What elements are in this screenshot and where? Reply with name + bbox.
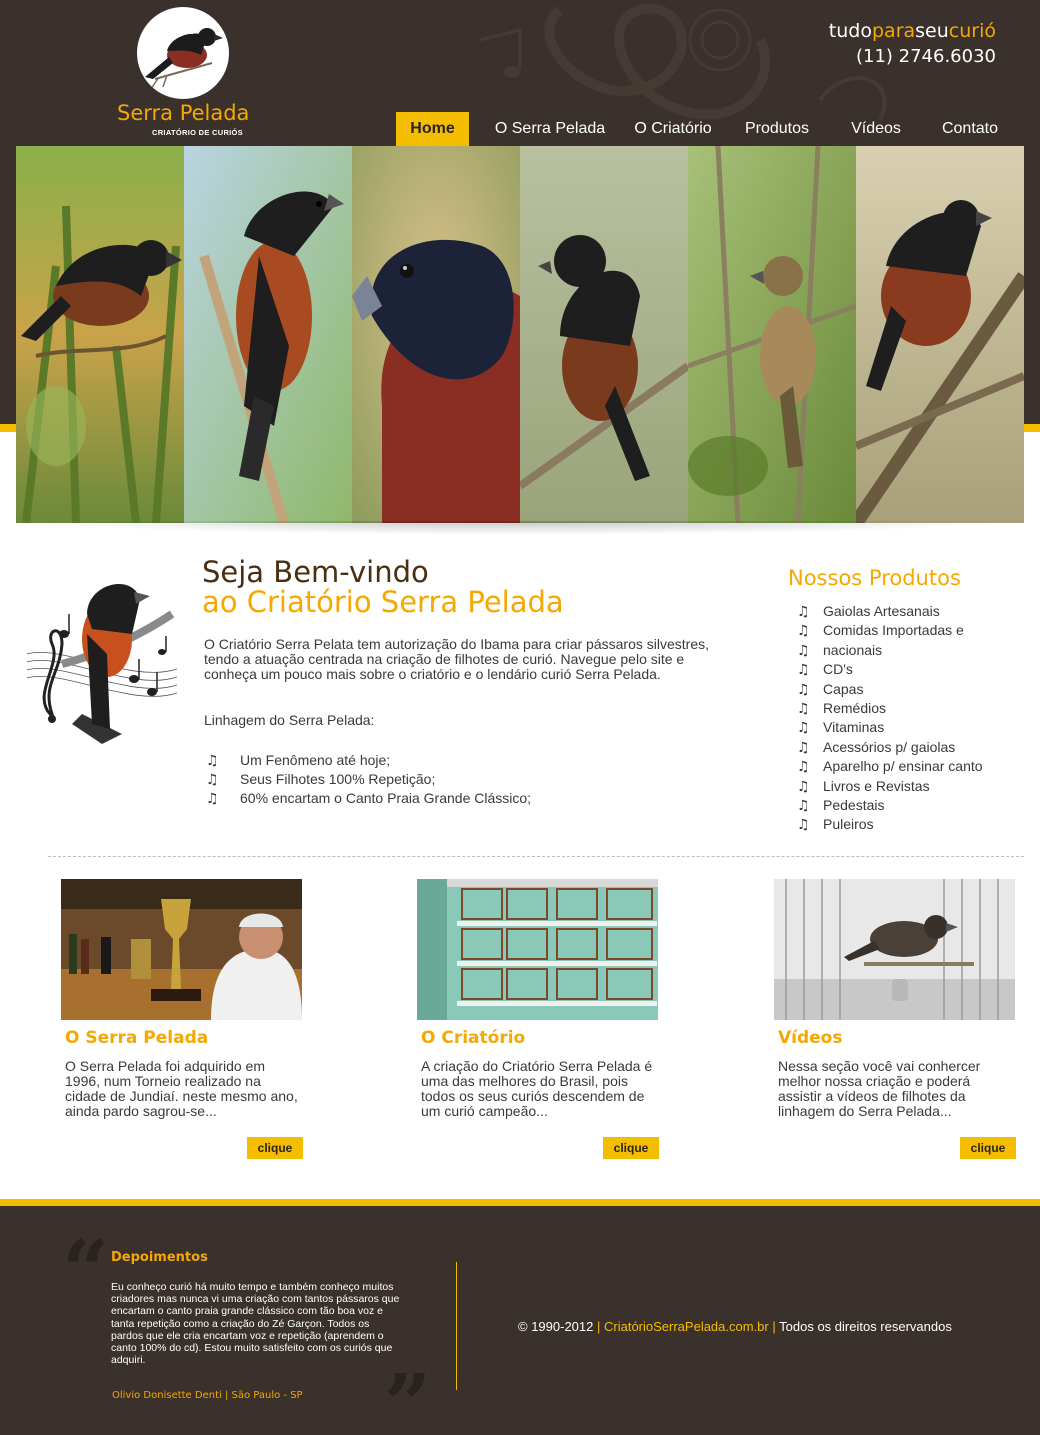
linhagem-list xyxy=(206,752,531,809)
music-note-icon: ♫ xyxy=(206,791,219,807)
site-link[interactable]: CriatórioSerraPelada.com.br xyxy=(604,1319,769,1334)
product-item[interactable] xyxy=(797,642,983,661)
welcome-title-line2: ao Criatório Serra Pelada xyxy=(202,585,564,619)
nav-home[interactable]: Home xyxy=(396,112,469,146)
singing-bird-illustration xyxy=(22,574,182,746)
nav-o-criatorio[interactable]: O Criatório xyxy=(634,120,712,137)
music-note-icon: ♫ xyxy=(797,797,810,814)
column-criatorio xyxy=(417,879,677,1169)
product-item-label: Pedestais xyxy=(823,796,885,813)
product-item-label: Vitaminas xyxy=(823,719,885,736)
music-note-icon: ♫ xyxy=(797,817,810,834)
products-list xyxy=(797,603,983,836)
nav-contato[interactable]: Contato xyxy=(941,120,999,137)
welcome-description: O Criatório Serra Pelata tem autorização do Ibama para criar pássaros silvestres, tendo a atuação centrada na criação de filhotes de curió. Navegue pelo site e conheça um pouco mais sobre o criatório e o lendário curió Serra Pelada. xyxy=(204,636,709,682)
column-serra-pelada xyxy=(61,879,321,1169)
product-item[interactable] xyxy=(797,700,983,719)
product-item-label: Gaiolas Artesanais xyxy=(823,603,940,619)
product-item-label: Capas xyxy=(823,680,864,697)
music-note-icon: ♫ xyxy=(206,772,219,788)
products-title: Nossos Produtos xyxy=(788,566,961,590)
banner-bird-photo-2 xyxy=(184,146,352,523)
footer-yellow-band xyxy=(0,1199,1040,1206)
column-title[interactable]: O Criatório xyxy=(421,1028,526,1048)
clique-button[interactable]: clique xyxy=(960,1137,1016,1159)
copyright-text: Todos os direitos reservandos xyxy=(779,1319,952,1334)
music-note-icon: ♫ xyxy=(797,700,810,717)
hero-banner xyxy=(16,146,1024,523)
music-note-icon: ♫ xyxy=(797,642,810,659)
banner-bird-photo-4 xyxy=(520,146,688,523)
product-item-label: nacionais xyxy=(823,641,883,658)
nav-o-serra-pelada[interactable]: O Serra Pelada xyxy=(494,120,606,137)
separator: | xyxy=(596,1319,601,1334)
testimonial-text: Eu conheço curió há muito tempo e também conheço muitos criadores mas nunca vi uma criação com tantos pássaros que encartam o canto praia grande clássico com tão boa voz e tanta repetição como a criação do Zé Garçon. Todos os pardos que ele cria encartam voz e repetição (aprendem o canto 100% do cd). Estou muito satisfeito com os curiós que adquiri. xyxy=(111,1281,400,1367)
music-note-icon: ♫ xyxy=(797,778,810,795)
product-item[interactable] xyxy=(797,603,983,622)
copyright-years: © 1990-2012 xyxy=(518,1319,594,1334)
tagline-part1: tudo xyxy=(828,20,872,42)
column-title[interactable]: Vídeos xyxy=(778,1028,843,1048)
music-note-icon: ♫ xyxy=(797,759,810,776)
logo-name: Serra Pelada xyxy=(117,101,250,125)
music-note-icon: ♫ xyxy=(797,720,810,737)
site-footer xyxy=(0,1206,1040,1435)
logo-subtitle: CRIATÓRIO DE CURIÓS xyxy=(152,128,243,137)
product-item[interactable] xyxy=(797,719,983,738)
column-title[interactable]: O Serra Pelada xyxy=(65,1028,209,1048)
banner-bird-photo-1 xyxy=(16,146,184,523)
product-item[interactable] xyxy=(797,661,983,680)
nav-produtos[interactable]: Produtos xyxy=(744,120,810,137)
testimonial-author: Olivio Donisette Denti | São Paulo - SP xyxy=(112,1390,303,1401)
quote-open-icon: “ xyxy=(62,1223,110,1319)
column-text: O Serra Pelada foi adquirido em 1996, num Torneio realizado na cidade de Jundiaí. neste mesmo ano, ainda pardo sagrou-se... xyxy=(65,1058,298,1119)
clique-button[interactable]: clique xyxy=(603,1137,659,1159)
list-item-text: Um Fenômeno até hoje; xyxy=(240,752,391,768)
main-nav xyxy=(396,112,1016,146)
column-text: A criação do Criatório Serra Pelada é uma das melhores do Brasil, pois todos os seus curiós descendem de um curió campeão... xyxy=(421,1058,653,1119)
banner-bird-photo-3 xyxy=(352,146,520,523)
banner-bird-photo-6 xyxy=(856,146,1024,523)
testimonials-title: Depoimentos xyxy=(111,1250,208,1265)
product-item-label: Aparelho p/ ensinar canto xyxy=(823,758,983,775)
product-item-label: Comidas Importadas e xyxy=(823,622,964,639)
product-item-label: Remédios xyxy=(823,699,887,716)
quote-close-icon: ” xyxy=(384,1357,432,1435)
product-item[interactable] xyxy=(797,739,983,758)
product-item[interactable] xyxy=(797,816,983,835)
music-note-icon: ♫ xyxy=(797,623,810,640)
tagline xyxy=(829,20,996,42)
separator: | xyxy=(772,1319,776,1334)
logo-bird-icon[interactable] xyxy=(137,7,229,99)
tagline-part2: para xyxy=(871,20,916,42)
product-item-label: CD's xyxy=(823,661,853,678)
music-note-icon: ♫ xyxy=(797,681,810,698)
music-note-icon: ♫ xyxy=(797,739,810,756)
product-item[interactable] xyxy=(797,797,983,816)
column-text: Nessa seção você vai conhercer melhor nossa criação e poderá assistir a vídeos de filhotes da linhagem do Serra Pelada... xyxy=(778,1058,981,1119)
bird-cage-photo[interactable] xyxy=(774,879,1015,1020)
product-item[interactable] xyxy=(797,681,983,700)
tagline-part3: seu xyxy=(915,20,949,42)
product-item[interactable] xyxy=(797,758,983,777)
trophy-photo[interactable] xyxy=(61,879,302,1020)
banner-bird-photo-5 xyxy=(688,146,856,523)
tagline-part4: curió xyxy=(948,20,996,42)
music-note-icon: ♫ xyxy=(797,662,810,679)
cages-photo[interactable] xyxy=(417,879,658,1020)
list-item-text: 60% encartam o Canto Praia Grande Clássico; xyxy=(240,790,532,806)
list-item xyxy=(206,752,531,771)
footer-divider xyxy=(456,1262,457,1390)
column-videos xyxy=(774,879,1034,1169)
list-item-text: Seus Filhotes 100% Repetição; xyxy=(240,771,436,787)
clique-button[interactable]: clique xyxy=(247,1137,303,1159)
phone-number: (11) 2746.6030 xyxy=(855,46,996,67)
product-item[interactable] xyxy=(797,778,983,797)
product-item-label: Livros e Revistas xyxy=(823,777,930,794)
product-item[interactable] xyxy=(797,622,983,641)
banner-shadow xyxy=(30,521,1010,535)
music-note-icon: ♫ xyxy=(206,753,219,769)
product-item-label: Puleiros xyxy=(823,816,874,833)
music-note-icon: ♫ xyxy=(797,604,810,620)
linhagem-label: Linhagem do Serra Pelada: xyxy=(204,712,375,728)
product-item-label: Acessórios p/ gaiolas xyxy=(823,738,956,755)
copyright xyxy=(518,1319,952,1334)
section-divider xyxy=(48,856,1024,857)
nav-videos[interactable]: Vídeos xyxy=(851,120,901,137)
welcome-title-line1: Seja Bem-vindo xyxy=(202,555,429,589)
list-item xyxy=(206,771,531,790)
list-item xyxy=(206,790,531,809)
